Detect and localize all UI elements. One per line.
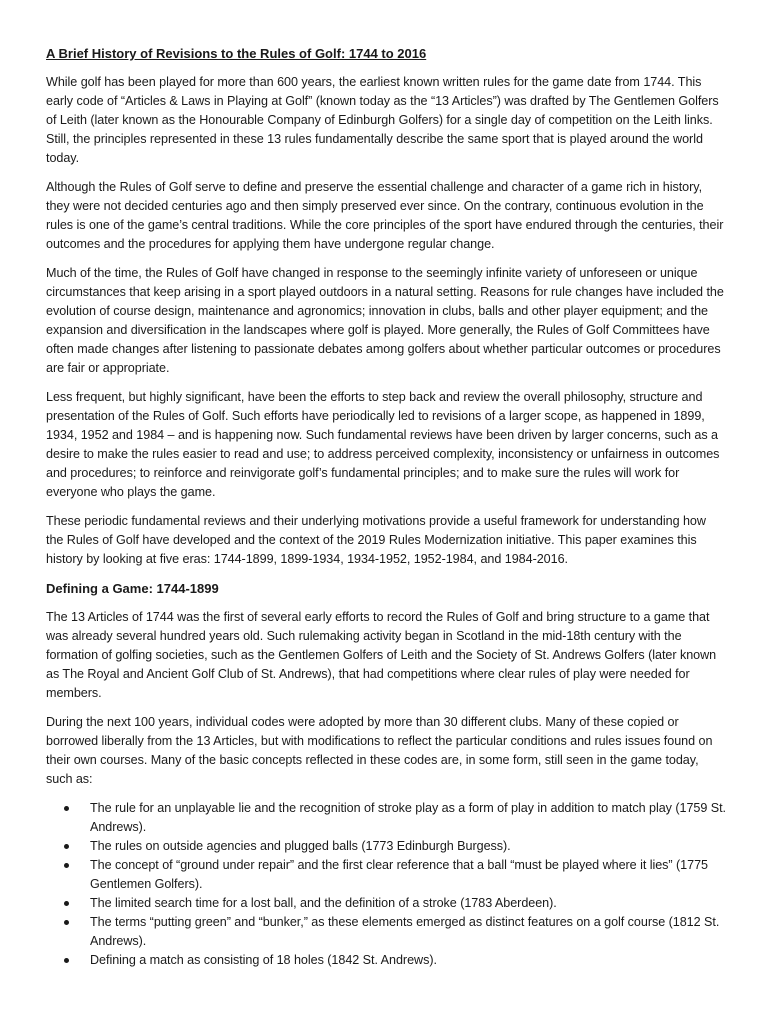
bullet-icon: [64, 806, 69, 811]
list-item-text: The rules on outside agencies and plugged balls (1773 Edinburgh Burgess).: [90, 839, 511, 853]
bullet-icon: [64, 958, 69, 963]
paragraph-section-2: During the next 100 years, individual codes were adopted by more than 30 different clubs. Many of these copied or borrowed liberally from the 13 Articles, but with modifications to reflect the particular conditions and rules issues found on their own courses. Many of the basic concepts reflected in these codes are, in some form, still seen in the game today, such as:: [46, 715, 713, 786]
list-item-text: The limited search time for a lost ball, and the definition of a stroke (1783 Aberdeen).: [90, 896, 557, 910]
paragraph-intro-4: Less frequent, but highly significant, have been the efforts to step back and review the overall philosophy, structure and presentation of the Rules of Golf. Such efforts have periodically led to revisions of a larger scope, as happened in 1899, 1934, 1952 and 1984 – and is happening now. Such fundamental reviews have been driven by larger concerns, such as a desire to make the rules easier to read and use; to address perceived complexity, inconsistency or unfairness in outcomes and procedures; to reinforce and reinvigorate golf’s fundamental principles; and to make sure the rules will work for everyone who plays the game.: [46, 390, 720, 499]
bullet-icon: [64, 920, 69, 925]
paragraph-intro-2: Although the Rules of Golf serve to define and preserve the essential challenge and character of a game rich in history, they were not decided centuries ago and then simply preserved ever since. On the contrary, continuous evolution in the rules is one of the game’s central traditions. While the core principles of the sport have endured through the centuries, their outcomes and the procedures for applying them have undergone regular change.: [46, 180, 724, 251]
list-item: [46, 799, 726, 837]
paragraph-section-1: The 13 Articles of 1744 was the first of several early efforts to record the Rules of Golf and bring structure to a game that was already several hundred years old. Such rulemaking activity began in Scotland in the mid-18th century with the formation of golfing societies, such as the Gentlemen Golfers of Leith and the Society of St. Andrews Golfers (later known as The Royal and Ancient Golf Club of St. Andrews), that had competitions where clear rules of play were needed for members.: [46, 610, 717, 700]
paragraph-intro-5: These periodic fundamental reviews and their underlying motivations provide a useful framework for understanding how the Rules of Golf have developed and the context of the 2019 Rules Modernization initiative. This paper examines this history by looking at five eras: 1744-1899, 1899-1934, 1934-1952, 1952-1984, and 1984-2016.: [46, 514, 706, 566]
list-item-text: The rule for an unplayable lie and the recognition of stroke play as a form of play in addition to match play (1759 St. Andrews).: [90, 801, 727, 834]
list-item-text: Defining a match as consisting of 18 holes (1842 St. Andrews).: [90, 953, 437, 967]
paragraph-intro-3: Much of the time, the Rules of Golf have changed in response to the seemingly infinite variety of unforeseen or unique circumstances that keep arising in a sport played outdoors in a natural setting. Reasons for rule changes have included the evolution of course design, maintenance and agronomics; innovation in clubs, balls and other player equipment; and the expansion and diversification in the landscapes where golf is played. More generally, the Rules of Golf Committees have often made changes after listening to passionate debates among golfers about whether particular outcomes or procedures are fair or appropriate.: [46, 266, 724, 375]
list-item-text: The concept of “ground under repair” and the first clear reference that a ball “must be played where it lies” (1775 Gentlemen Golfers).: [90, 858, 708, 891]
bullet-list: [46, 799, 726, 970]
section-heading: Defining a Game: 1744-1899: [46, 581, 219, 596]
bullet-icon: [64, 844, 69, 849]
list-item: [46, 894, 726, 913]
list-item: [46, 837, 726, 856]
list-item: [46, 951, 726, 970]
list-item: [46, 856, 726, 894]
list-item: [46, 913, 726, 951]
list-item-text: The terms “putting green” and “bunker,” as these elements emerged as distinct features on a golf course (1812 St. Andrews).: [90, 915, 720, 948]
document-page: [46, 44, 726, 970]
bullet-icon: [64, 901, 69, 906]
document-title: A Brief History of Revisions to the Rules of Golf: 1744 to 2016: [46, 46, 427, 61]
bullet-icon: [64, 863, 69, 868]
paragraph-intro-1: While golf has been played for more than 600 years, the earliest known written rules for the game date from 1744. This early code of “Articles & Laws in Playing at Golf” (known today as the “13 Articles”) was drafted by The Gentlemen Golfers of Leith (later known as the Honourable Company of Edinburgh Golfers) for a single day of competition on the Leith links. Still, the principles represented in these 13 rules fundamentally describe the same sport that is played around the world today.: [46, 75, 719, 165]
